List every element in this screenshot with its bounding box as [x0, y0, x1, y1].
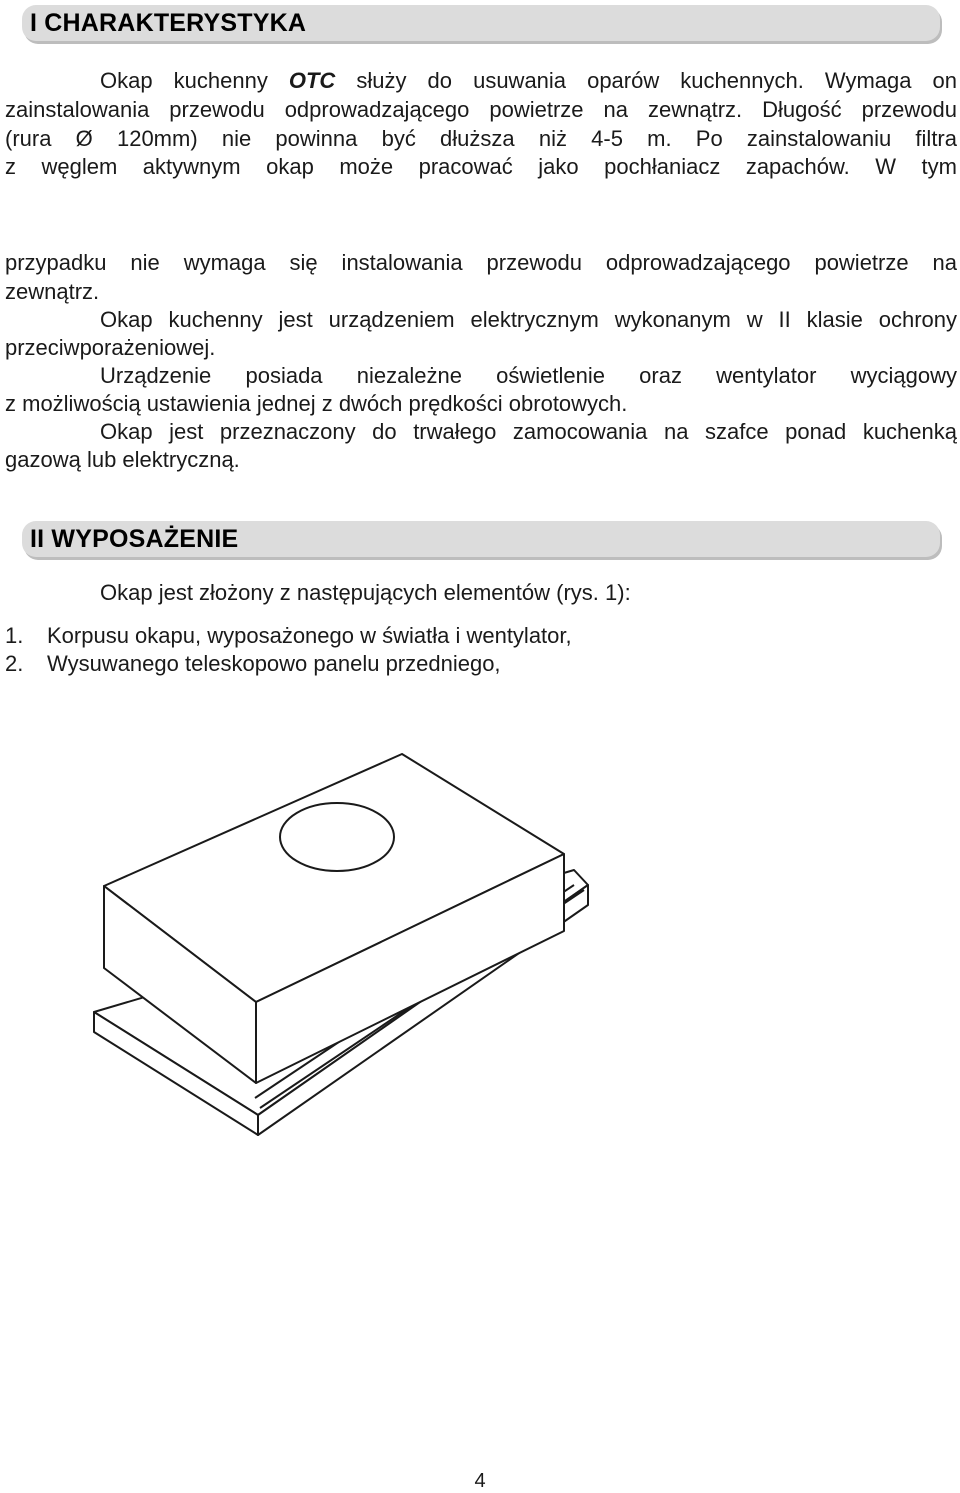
list-item-text: Korpusu okapu, wyposażonego w światła i wentylator, — [47, 623, 572, 648]
duct-outlet — [280, 803, 394, 871]
p1-line-2-text: zainstalowania przewodu odprowadzającego powietrze na zewnątrz. Długość przewodu — [5, 97, 957, 122]
section-1-title: I CHARAKTERYSTYKA — [30, 9, 307, 37]
p2-line-1 — [5, 306, 957, 334]
p4-line-2-text: gazową lub elektryczną. — [5, 447, 240, 472]
list-item-text: Wysuwanego teleskopowo panelu przedniego, — [47, 651, 501, 676]
p2-line-2-text: przeciwporażeniowej. — [5, 335, 216, 360]
p1-line-2 — [5, 96, 957, 124]
p1-line-1 — [5, 67, 957, 95]
page-number: 4 — [474, 1470, 486, 1492]
p4-line-2 — [5, 446, 957, 474]
p1-line-4-text: z węglem aktywnym okap może pracować jako pochłaniacz zapachów. W tym — [5, 154, 957, 179]
cooker-hood-illustration — [80, 740, 640, 1140]
p1-line-3 — [5, 125, 957, 153]
p1-cont-line-2-text: zewnątrz. — [5, 279, 100, 304]
p1-line-4 — [5, 153, 957, 181]
p1-cont-line-1 — [5, 249, 957, 277]
list-item — [5, 650, 501, 678]
section-1-header — [22, 5, 940, 41]
p1-text-b: służy do usuwania oparów kuchennych. Wymaga on — [335, 68, 958, 93]
p2-line-1-text: Okap kuchenny jest urządzeniem elektrycznym wykonanym w II klasie ochrony — [100, 307, 957, 332]
p3-line-1 — [5, 362, 957, 390]
p1-text-a: Okap kuchenny — [100, 68, 289, 93]
section-2-title: II WYPOSAŻENIE — [30, 525, 239, 553]
section-2-intro: Okap jest złożony z następujących elementów (rys. 1): — [100, 580, 631, 605]
list-item — [5, 622, 572, 650]
brand-name: OTC — [288, 68, 336, 93]
p3-line-2-text: z możliwością ustawienia jednej z dwóch prędkości obrotowych. — [5, 391, 628, 416]
p2-line-2 — [5, 334, 957, 362]
p3-line-2 — [5, 390, 957, 418]
p4-line-1 — [5, 418, 957, 446]
section-2-header — [22, 521, 940, 557]
p1-cont-line-2 — [5, 278, 957, 306]
p4-line-1-text: Okap jest przeznaczony do trwałego zamocowania na szafce ponad kuchenką — [100, 419, 957, 444]
list-item-number: 2. — [5, 651, 24, 676]
list-item-number: 1. — [5, 623, 24, 648]
p3-line-1-text: Urządzenie posiada niezależne oświetlenie oraz wentylator wyciągowy — [100, 363, 957, 388]
p1-cont-line-1-text: przypadku nie wymaga się instalowania przewodu odprowadzającego powietrze na — [5, 250, 957, 275]
p1-line-3-text: (rura Ø 120mm) nie powinna być dłuższa niż 4-5 m. Po zainstalowaniu filtra — [5, 126, 957, 151]
